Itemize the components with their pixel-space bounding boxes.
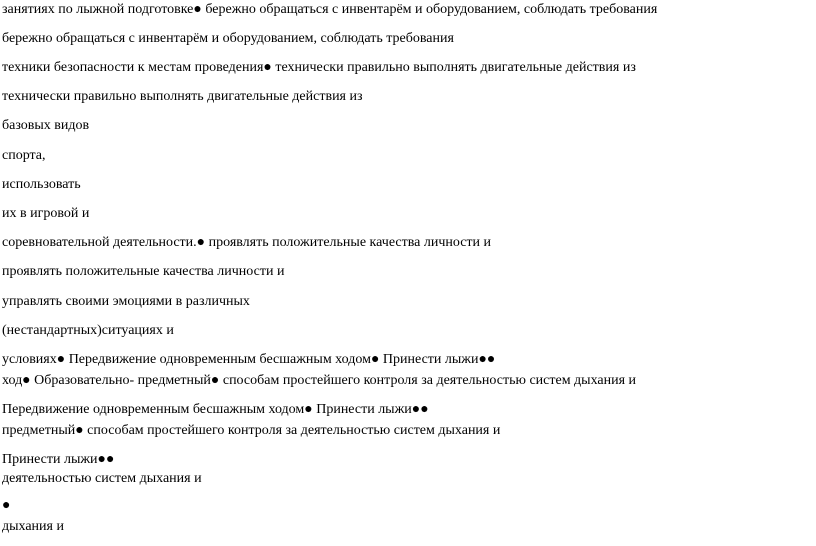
text-line: проявлять положительные качества личности и xyxy=(2,264,285,279)
text-line: (нестандартных)ситуациях и xyxy=(2,323,174,338)
text-line: дыхания и xyxy=(2,519,64,534)
text-line: базовых видов xyxy=(2,118,90,133)
text-line: Передвижение одновременным бесшажным ходом● Принести лыжи●● xyxy=(2,402,429,417)
text-line: занятиях по лыжной подготовке● бережно обращаться с инвентарём и оборудованием, соблюдать требования xyxy=(2,2,658,17)
text-line: их в игровой и xyxy=(2,206,90,221)
text-line: спорта, xyxy=(2,148,46,163)
text-line: управлять своими эмоциями в различных xyxy=(2,294,250,309)
text-line: технически правильно выполнять двигательные действия из xyxy=(2,89,363,104)
bullet-mark: ● xyxy=(2,498,11,513)
text-line: Принести лыжи●● xyxy=(2,452,115,467)
text-line: техники безопасности к местам проведения● технически правильно выполнять двигательные действия из xyxy=(2,60,636,75)
text-line: соревновательной деятельности.● проявлять положительные качества личности и xyxy=(2,235,492,250)
text-line: условиях● Передвижение одновременным бесшажным ходом● Принести лыжи●● xyxy=(2,352,496,367)
text-line: деятельностью систем дыхания и xyxy=(2,471,202,486)
text-line: использовать xyxy=(2,177,81,192)
text-line: ход● Образовательно- предметный● способам простейшего контроля за деятельностью систем дыхания и xyxy=(2,373,637,388)
text-line: бережно обращаться с инвентарём и оборудованием, соблюдать требования xyxy=(2,31,454,46)
text-line: предметный● способам простейшего контроля за деятельностью систем дыхания и xyxy=(2,423,501,438)
